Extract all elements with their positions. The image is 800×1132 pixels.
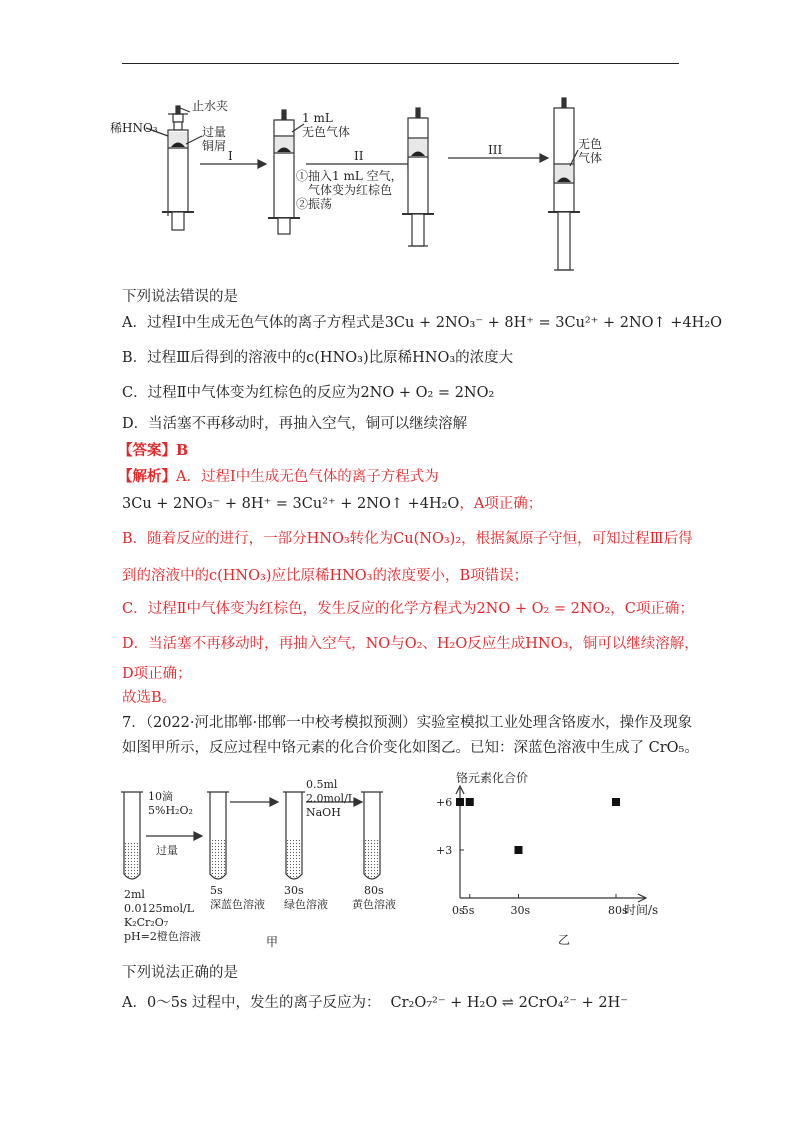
reagent-1-line-3: 过量 [156, 844, 178, 857]
reagent-1-line-2: 5%H₂O₂ [148, 804, 193, 817]
header-rule [122, 63, 679, 64]
reagent-2-line-3: NaOH [306, 806, 341, 819]
analysis-line-a1 [118, 467, 439, 487]
tube-3-time: 30s [284, 884, 304, 897]
analysis-line-d1: D．当活塞不再移动时，再抽入空气，NO与O₂、H₂O反应生成HNO₃，铜可以继续溶解， [122, 636, 699, 652]
tube-1-line-4: pH=2橙色溶液 [124, 930, 201, 943]
tube-1-line-1: 2ml [124, 888, 145, 901]
y-tick-label: +3 [436, 844, 453, 857]
analysis-a2-formula: 3Cu + 2NO₃⁻ + 8H⁺ = 3Cu²⁺ + 2NO↑ +4H₂O [122, 496, 460, 512]
x-tick-label: 30s [510, 904, 531, 917]
x-tick-label: 0s [452, 904, 465, 917]
step-2-note-3: ②振荡 [296, 197, 333, 211]
tube-1-line-3: K₂Cr₂O₇ [124, 916, 169, 929]
data-point [456, 798, 464, 806]
reagent-2-line-1: 0.5ml [306, 778, 338, 791]
analysis-line-b1: B．随着反应的进行，一部分HNO₃转化为Cu(NO₃)₂，根据氮原子守恒，可知过程Ⅲ后得 [122, 531, 693, 547]
q6-option-d: D．当活塞不再移动时，再抽入空气，铜可以继续溶解 [122, 416, 468, 432]
q6-option-b-tail: 比原稀HNO₃的浓度大 [368, 350, 514, 366]
test-tube-4 [361, 792, 383, 879]
step-2-label: II [354, 149, 364, 163]
clamp-label: 止水夹 [192, 99, 229, 113]
gas-label-2: 无色气体 [302, 125, 351, 139]
x-axis-label: 时间/s [624, 903, 659, 917]
analysis-line-d2: D项正确； [122, 666, 192, 682]
y-tick-label: +6 [436, 796, 453, 809]
syringe-1 [162, 106, 194, 230]
acid-label: 稀HNO₃ [110, 121, 158, 135]
tube-4-color: 黄色溶液 [352, 898, 396, 911]
analysis-line-c1: C．过程Ⅱ中气体变为红棕色，发生反应的化学方程式为2NO + O₂ = 2NO₂，C项正确； [122, 601, 694, 617]
answer-tag: 【答案】B [118, 442, 189, 459]
q7-option-a-formula: Cr₂O₇²⁻ + H₂O ⇌ 2CrO₄²⁻ + 2H⁻ [390, 995, 628, 1011]
valence-chart [418, 770, 688, 950]
q6-option-b-formula: c(HNO₃) [306, 350, 369, 366]
figure-jia-caption: 甲 [266, 935, 279, 949]
q7-option-a [122, 993, 628, 1013]
tube-2-color: 深蓝色溶液 [210, 898, 265, 911]
copper-label-2: 铜屑 [202, 139, 227, 153]
test-tube-figure [118, 776, 438, 954]
analysis-tag: 【解析】 [118, 468, 176, 485]
final-gas-label-2: 气体 [578, 151, 603, 165]
test-tube-3 [283, 792, 305, 879]
analysis-conclusion: 故选B。 [122, 690, 177, 706]
tube-1-line-2: 0.0125mol/L [124, 902, 195, 915]
q7-option-a-label: A．0～5s 过程中，发生的离子反应为： [122, 995, 381, 1011]
syringe-4 [548, 98, 580, 270]
analysis-line-a2 [122, 494, 542, 514]
analysis-a1-text: A．过程Ⅰ中生成无色气体的离子方程式为 [176, 469, 439, 485]
test-tube-2 [207, 792, 229, 879]
data-point [466, 798, 474, 806]
tube-4-time: 80s [364, 884, 384, 897]
q6-prompt: 下列说法错误的是 [122, 289, 238, 305]
step-3-label: III [488, 143, 503, 157]
x-tick-label: 80s [608, 904, 628, 917]
x-tick-label: 5s [461, 904, 475, 917]
step-1-label: I [228, 149, 233, 163]
q6-option-b [122, 348, 513, 368]
step-2-note-1: ①抽入1 mL 空气， [296, 169, 403, 183]
reagent-2-line-2: 2.0mol/L [306, 792, 356, 805]
q6-option-a-label: A．过程Ⅰ中生成无色气体的离子方程式是 [122, 315, 385, 331]
gas-label-1: 1 mL [302, 111, 333, 125]
reagent-1-line-1: 10滴 [148, 790, 173, 803]
step-2-note-2: 气体变为红棕色 [308, 183, 393, 197]
q7-stem-line-2: 如图甲所示，反应过程中铬元素的化合价变化如图乙。已知：深蓝色溶液中生成了 CrO₅。 [122, 740, 699, 756]
y-axis-label: 铬元素化合价 [456, 771, 529, 785]
q7-stem-line-1: 7．（2022·河北邯郸·邯郸一中校考模拟预测）实验室模拟工业处理含铬废水，操作及现象 [122, 715, 693, 731]
final-gas-label-1: 无色 [578, 137, 603, 151]
q6-option-c-formula: 2NO + O₂ = 2NO₂ [360, 385, 495, 401]
figure-yi-caption: 乙 [558, 933, 571, 947]
copper-label-1: 过量 [202, 125, 227, 139]
q6-option-a-formula: 3Cu + 2NO₃⁻ + 8H⁺ = 3Cu²⁺ + 2NO↑ +4H₂O [384, 315, 723, 331]
q6-option-c-label: C．过程Ⅱ中气体变为红棕色的反应为 [122, 385, 361, 401]
syringe-apparatus-figure [110, 92, 670, 282]
analysis-a2-tail: ，A项正确； [459, 496, 543, 512]
test-tube-1 [121, 792, 143, 879]
syringe-3 [402, 108, 434, 246]
q6-option-a [122, 313, 722, 333]
data-point [612, 798, 620, 806]
tube-2-time: 5s [210, 884, 223, 897]
tube-3-color: 绿色溶液 [284, 898, 328, 911]
data-point [515, 846, 523, 854]
q7-prompt: 下列说法正确的是 [122, 965, 238, 981]
q6-option-b-label: B．过程Ⅲ后得到的溶液中的 [122, 350, 307, 366]
analysis-line-b2: 到的溶液中的c(HNO₃)应比原稀HNO₃的浓度要小，B项错误； [122, 568, 529, 584]
q6-option-c [122, 383, 494, 403]
